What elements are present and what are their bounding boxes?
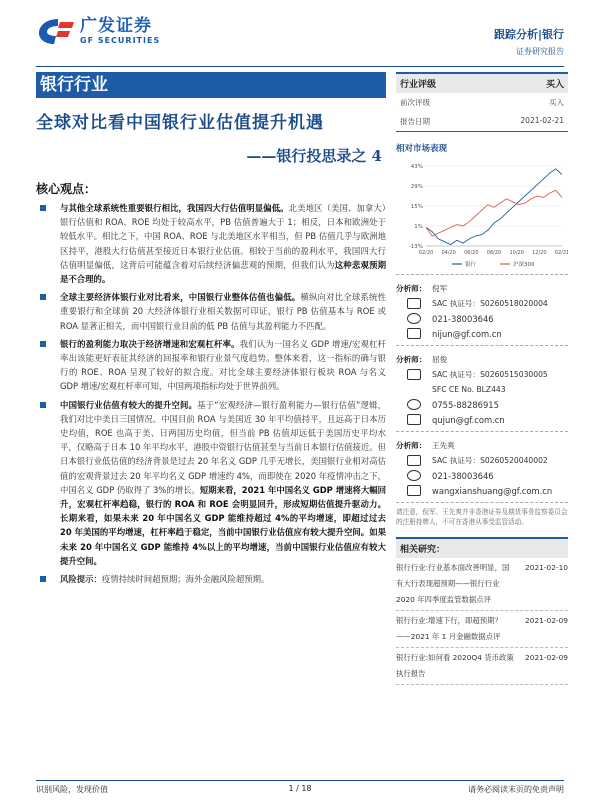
analyst-list <box>396 274 568 527</box>
analyst-sac: SAC 执证号：S0260518020004 <box>432 299 548 308</box>
risk-label: 风险提示： <box>60 574 102 585</box>
sidebar <box>396 72 568 685</box>
bullet-square-icon <box>40 341 46 347</box>
series-line-bank <box>426 169 562 245</box>
x-tick-label: 02/20 <box>418 250 434 256</box>
analyst-phone: 0755-88286915 <box>432 399 499 410</box>
analyst-email[interactable]: qujun@gf.com.cn <box>432 414 505 425</box>
footer-slogan: 识别风险，发现价值 <box>36 785 108 794</box>
industry-band: 银行行业 <box>36 72 386 98</box>
page-number: 1 / 18 <box>288 784 312 793</box>
report-subtitle: ——银行投思录之 4 <box>246 147 382 165</box>
phone-icon <box>396 470 432 481</box>
risk-warning <box>36 572 386 586</box>
bullet-square-icon <box>40 576 46 582</box>
email-icon <box>396 414 432 425</box>
email-icon <box>396 485 432 496</box>
core-views <box>36 180 386 586</box>
x-tick-label: 12/20 <box>532 250 547 256</box>
analyst-sfc: SFC CE No. BLZ443 <box>432 385 506 394</box>
prev-rating-value: 买入 <box>549 98 564 107</box>
bullet-text: 基于“宏观经济—银行盈利能力—银行估值”逻辑，我们对比中美日三国情况。中国目前 ROA 与美国近 30 年平均值持平，且远高于日本历史均值，ROE 也高于美、日两国历史均值，但当前 PB 估值却远低于美国历史平均水平，仅略高于日本 10 年平均水平，港股中资银行估值甚至与当前日本银行估值接近。但日本银行业低估值的经济背景是过去 20 年名义 GDP 几乎无增长，美国银行业相对高估值的宏观背景过去 20 年平均名义 GDP 增速约 4%，而即使在 2020 年疫情冲击之下，中国名义 GDP 仍取得了 3%的增长。 <box>60 399 386 495</box>
core-views-title: 核心观点： <box>36 182 97 196</box>
logo-text-en: GF SECURITIES <box>80 35 161 45</box>
bullet-lead: 与其他全球系统性重要银行相比，我国四大行估值明显偏低。 <box>60 203 289 213</box>
market-performance-title: 相对市场表现 <box>396 144 448 154</box>
analyst-sac: SAC 执证号：S0260520040002 <box>432 456 548 465</box>
logo-text-cn: 广发证券 <box>80 15 152 36</box>
related-item-text[interactable]: 银行行业:行业基本面改善明显，国有大行表现超预期——银行行业 2020 年四季度监管数据点评 <box>396 563 510 604</box>
certificate-icon <box>396 298 432 309</box>
performance-chart-svg <box>396 160 568 270</box>
x-tick-label: 08/20 <box>486 250 502 256</box>
analyst-name: 王先爽 <box>432 441 455 450</box>
related-item-text[interactable]: 银行行业:如何看 2020Q4 货币政策执行报告 <box>396 653 514 678</box>
bullet-point <box>36 201 386 286</box>
bullet-lead: 银行的盈利能力取决于经济增速和宏观杠杆率。 <box>60 338 240 349</box>
prev-rating-row <box>396 93 568 112</box>
legend-label: 沪深300 <box>513 262 535 268</box>
analyst-card <box>396 274 568 341</box>
report-kind: 跟踪分析|银行 <box>493 28 564 41</box>
bullet-text: 我们认为一国名义 GDP 增速/宏观杠杆率出该能更好表征其经济的回报率和银行业景气度趋势。整体来看，这一指标的确与银行的 ROE、ROA 呈现了较好的拟合度。对比全球主要经济体银行板块 ROA 与名义 GDP 增速/宏观杠杆率可知，中国两项指标均处于世界前列。 <box>60 338 386 392</box>
related-item-date: 2021-02-10 <box>525 563 568 572</box>
y-tick-label: 43% <box>410 164 423 170</box>
analyst-phone: 021-38003646 <box>432 470 494 481</box>
related-research-title: 相关研究： <box>396 537 568 558</box>
related-item-date: 2021-02-09 <box>525 616 568 625</box>
x-tick-label: 02/21 <box>554 250 568 256</box>
risk-text: 疫情持续时间超预期；海外金融风险超预期。 <box>101 574 270 585</box>
bullet-point <box>36 337 386 394</box>
email-icon <box>396 328 432 339</box>
analyst-sac: SAC 执证号：S0260515030005 <box>432 370 548 379</box>
analyst-phone: 021-38003646 <box>432 313 494 324</box>
related-item-date: 2021-02-09 <box>525 653 568 662</box>
series-line-csi300 <box>426 190 562 236</box>
legend-label: 银行 <box>465 262 477 268</box>
y-tick-label: 29% <box>410 184 423 190</box>
related-item-text[interactable]: 银行行业:增速下行，即超预期？——2021 年 1 月金融数据点评 <box>396 616 502 641</box>
x-tick-label: 06/20 <box>464 250 479 256</box>
rating-header <box>396 72 568 93</box>
bullet-square-icon <box>40 205 46 211</box>
report-date-value: 2021-02-21 <box>520 116 564 125</box>
related-item[interactable] <box>396 648 568 685</box>
bullet-point <box>36 290 386 333</box>
report-type <box>494 26 564 57</box>
x-tick-label: 10/20 <box>509 250 524 256</box>
analyst-role: 分析师： <box>396 355 427 364</box>
bullet-lead: 全球主要经济体银行业对比看来，中国银行业整体估值也偏低。 <box>60 292 301 303</box>
rating-value: 买入 <box>545 80 564 90</box>
report-title: 全球对比看中国银行业估值提升机遇 <box>36 113 324 133</box>
x-tick-label: 04/20 <box>441 250 456 256</box>
header-divider <box>36 66 564 67</box>
company-logo <box>36 14 160 48</box>
report-sub: 证券研究报告 <box>516 47 564 56</box>
bullet-conclusion: 这种悲观预期是不合理的。 <box>60 259 387 285</box>
analyst-email[interactable]: wangxianshuang@gf.com.cn <box>432 485 553 496</box>
certificate-icon <box>396 369 432 380</box>
analyst-name: 倪军 <box>432 284 448 293</box>
report-date-row <box>396 112 568 132</box>
analyst-role: 分析师： <box>396 441 427 450</box>
bullet-lead: 中国银行业估值有较大的提升空间。 <box>60 399 198 410</box>
bullet-point <box>36 398 386 568</box>
phone-icon <box>396 399 432 410</box>
y-tick-label: 1% <box>414 224 423 230</box>
report-date-label: 报告日期 <box>400 117 430 126</box>
y-tick-label: -13% <box>408 244 423 250</box>
certificate-icon <box>396 455 432 466</box>
rating-label: 行业评级 <box>400 80 437 90</box>
title-block <box>36 72 386 170</box>
analyst-card <box>396 345 568 427</box>
bullet-square-icon <box>40 402 46 408</box>
related-item[interactable] <box>396 611 568 648</box>
bullet-text: 北美地区（美国、加拿大）银行估值和 ROA、ROE 均处于较高水平，PB 估值普遍大于 1；相反，日本和欧洲处于较低水平。相比之下，中国 ROA、ROE 与北美地区水平相当，但 PB 估值几乎与欧洲地区持平，港股大行估值甚至接近日本银行业估值。相较于当前的盈利水平，我国四大行估值明显偏低，这背后可能蕴含着对后续经济偏悲观的预期，但我们认为 <box>60 203 386 270</box>
bullet-conclusion: 短期来看，2021 年中国名义 GDP 增速将大幅回升，宏观杠杆率趋稳，银行的 ROA 和 ROE 会明显回升，形成短期估值提升驱动力。长期来看，如果未来 20 年中国名义 GDP 能维持超过 4%的平均增速，即超过过去 20 年美国的平均增速，杠杆率趋于稳定，当前中国银行业估值应有较大提升空间。如果未来 20 年中国名义 GDP 能维持 4%以上的平均增速，当前中国银行业估值应有较大提升空间。 <box>60 484 386 566</box>
bullet-square-icon <box>40 294 46 300</box>
footer-divider <box>36 780 564 781</box>
phone-icon <box>396 313 432 324</box>
disclaimer-note: 请务必阅读末页的免责声明 <box>468 785 564 794</box>
prev-rating-label: 前次评级 <box>400 98 430 107</box>
related-item[interactable] <box>396 558 568 611</box>
analyst-name: 屈俊 <box>432 355 448 364</box>
y-tick-label: 15% <box>410 204 423 210</box>
market-chart <box>396 160 568 270</box>
gf-logo-icon <box>36 16 76 46</box>
analyst-role: 分析师： <box>396 284 427 293</box>
analyst-email[interactable]: nijun@gf.com.cn <box>432 328 502 339</box>
analyst-card <box>396 431 568 498</box>
bullet-text: 横纵向对比全球系统性重要银行和全球前 20 大经济体银行业相关数据可印证，银行 PB 估值基本与 ROE 或 ROA 显著正相关，而中国银行业目前的低 PB 估值与其盈利能力不匹配。 <box>60 292 387 331</box>
compliance-note: 请注意，倪军、王先爽并非香港证券及期货事务监察委员会的注册持牌人，不可在香港从事受监管活动。 <box>396 502 568 527</box>
